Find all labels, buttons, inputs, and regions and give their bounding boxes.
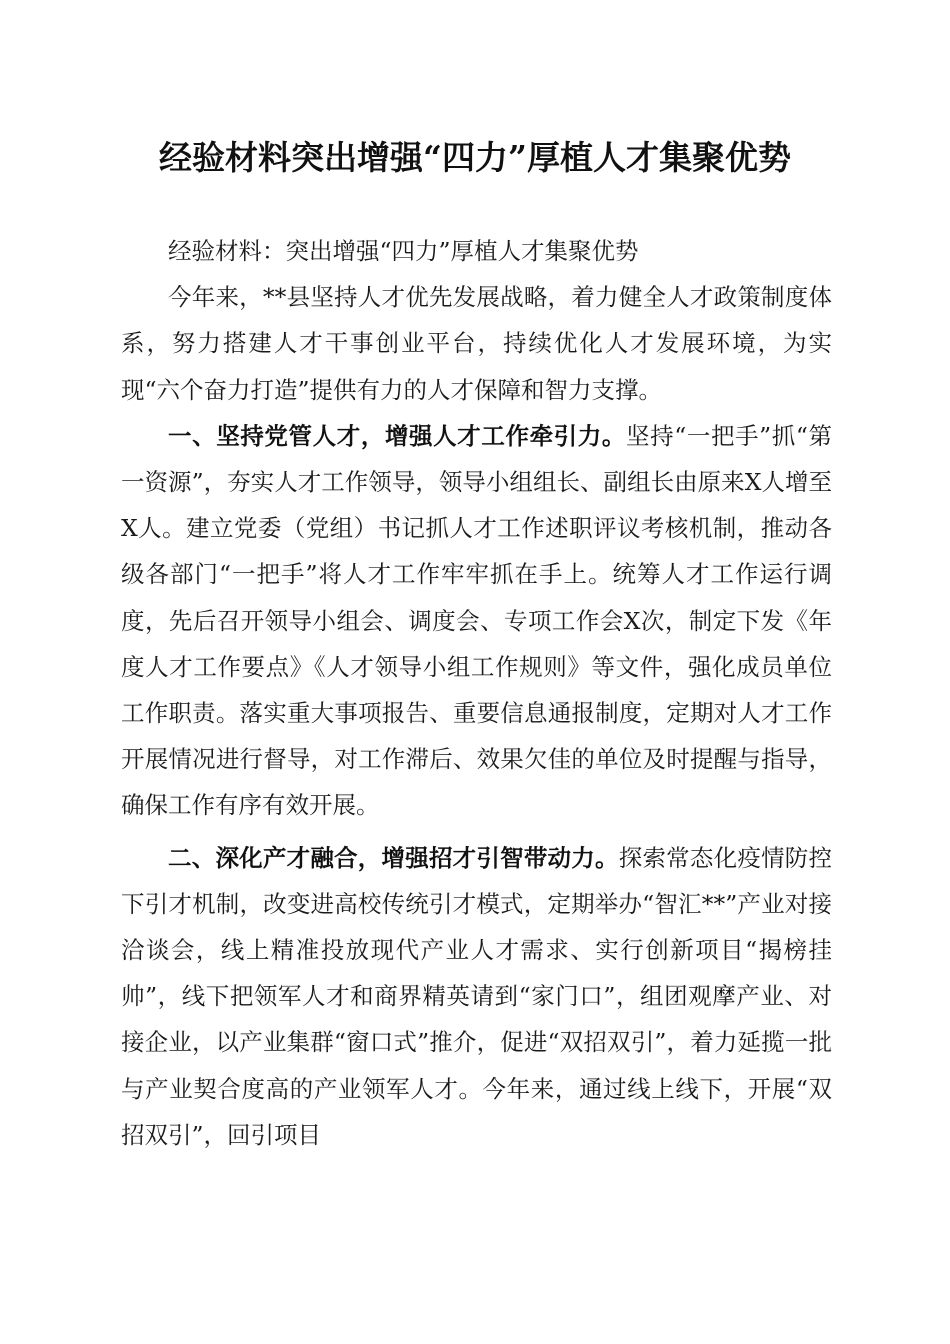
document-title: 经验材料突出增强“四力”厚植人才集聚优势 [159, 138, 791, 177]
section-2-heading: 二、深化产才融合，增强招才引智带动力。 [168, 843, 619, 872]
section-1-body: 坚持“一把手”抓“第一资源”，夯实人才工作领导，领导小组组长、副组长由原来X人增至X人。建立党委（党组）书记抓人才工作述职评议考核机制，推动各级各部门“一把手”将人才工作牢牢抓在手上。统筹人才工作运行调度，先后召开领导小组会、调度会、专项工作会X次，制定下发《年度人才工作要点》《人才领导小组工作规则》等文件，强化成员单位工作职责。落实重大事项报告、重要信息通报制度，定期对人才工作开展情况进行督导，对工作滞后、效果欠佳的单位及时提醒与指导，确保工作有序有效开展。 [121, 421, 833, 820]
section-2-paragraph [121, 835, 832, 1158]
section-2-body: 探索常态化疫情防控下引才机制，改变进高校传统引才模式，定期举办“智汇**”产业对接洽谈会，线上精准投放现代产业人才需求、实行创新项目“揭榜挂帅”，线下把领军人才和商界精英请到“家门口”，组团观摩产业、对接企业，以产业集群“窗口式”推介，促进“双招双引”，着力延揽一批与产业契合度高的产业领军人才。今年来，通过线上线下，开展“双招双引”，回引项目 [121, 843, 833, 1149]
document-body [121, 228, 832, 1158]
section-1-paragraph [121, 413, 832, 829]
section-1-heading: 一、坚持党管人才，增强人才工作牵引力。 [168, 421, 627, 450]
subtitle-paragraph: 经验材料：突出增强“四力”厚植人才集聚优势 [168, 237, 639, 265]
intro-paragraph: 今年来，**县坚持人才优先发展战略，着力健全人才政策制度体系，努力搭建人才干事创业平台，持续优化人才发展环境，为实现“六个奋力打造”提供有力的人才保障和智力支撑。 [121, 283, 832, 404]
